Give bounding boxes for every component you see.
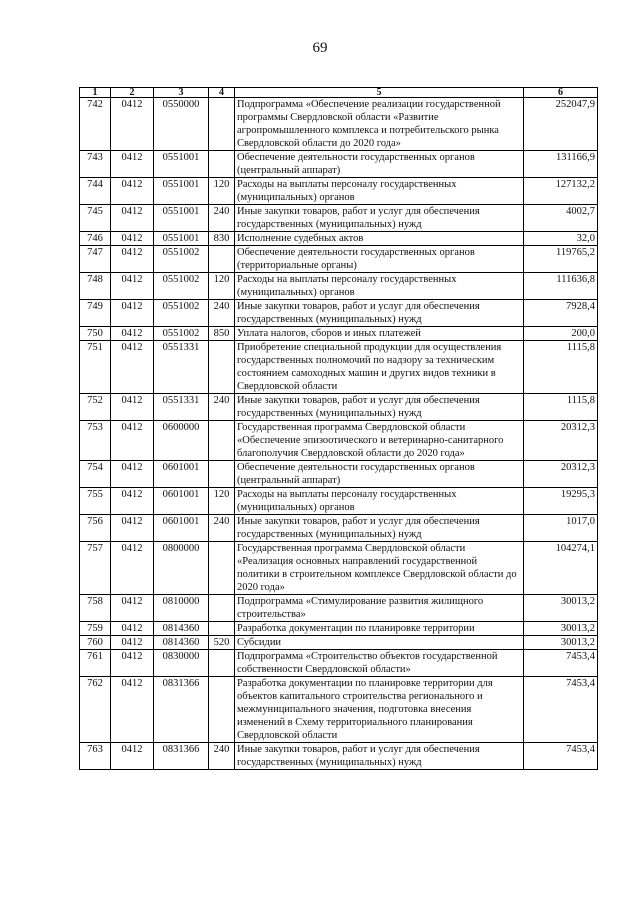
section-code: 0412 [111, 300, 154, 327]
target-code: 0551331 [154, 341, 209, 394]
section-code: 0412 [111, 394, 154, 421]
target-code: 0814360 [154, 622, 209, 636]
budget-table [79, 87, 598, 770]
item-name: Государственная программа Свердловской области «Реализация основных направлений государственной политики в строительном комплексе Свердловской области до 2020 года» [235, 542, 524, 595]
amount: 32,0 [524, 232, 598, 246]
section-code: 0412 [111, 743, 154, 770]
expense-type-code: 240 [209, 515, 235, 542]
amount: 20312,3 [524, 461, 598, 488]
table-row [80, 246, 598, 273]
table-header-row [80, 88, 598, 98]
amount: 19295,3 [524, 488, 598, 515]
section-code: 0412 [111, 677, 154, 743]
amount: 1115,8 [524, 394, 598, 421]
table-row [80, 341, 598, 394]
expense-type-code: 830 [209, 232, 235, 246]
header-cell: 4 [209, 88, 235, 98]
table-row [80, 327, 598, 341]
table-row [80, 421, 598, 461]
expense-type-code: 240 [209, 300, 235, 327]
section-code: 0412 [111, 650, 154, 677]
expense-type-code [209, 542, 235, 595]
target-code: 0831366 [154, 677, 209, 743]
amount: 119765,2 [524, 246, 598, 273]
target-code: 0551002 [154, 246, 209, 273]
target-code: 0551002 [154, 327, 209, 341]
amount: 131166,9 [524, 151, 598, 178]
table-row [80, 677, 598, 743]
table-row [80, 650, 598, 677]
expense-type-code: 240 [209, 743, 235, 770]
expense-type-code [209, 421, 235, 461]
table-row [80, 595, 598, 622]
target-code: 0551331 [154, 394, 209, 421]
section-code: 0412 [111, 421, 154, 461]
expense-type-code [209, 341, 235, 394]
target-code: 0551002 [154, 300, 209, 327]
table-row [80, 151, 598, 178]
table-row [80, 743, 598, 770]
row-number: 747 [80, 246, 111, 273]
header-cell: 5 [235, 88, 524, 98]
table-row [80, 622, 598, 636]
amount: 7453,4 [524, 650, 598, 677]
header-cell: 6 [524, 88, 598, 98]
target-code: 0551001 [154, 151, 209, 178]
item-name: Подпрограмма «Стимулирование развития жилищного строительства» [235, 595, 524, 622]
section-code: 0412 [111, 151, 154, 178]
row-number: 742 [80, 98, 111, 151]
row-number: 745 [80, 205, 111, 232]
item-name: Иные закупки товаров, работ и услуг для обеспечения государственных (муниципальных) нужд [235, 205, 524, 232]
item-name: Субсидии [235, 636, 524, 650]
table-row [80, 178, 598, 205]
item-name: Разработка документации по планировке территории для объектов капитального строительства регионального и межмуниципального значения, подготовка внесения изменений в Схему территориального планирования Свердловской области [235, 677, 524, 743]
item-name: Расходы на выплаты персоналу государственных (муниципальных) органов [235, 488, 524, 515]
table-row [80, 232, 598, 246]
row-number: 761 [80, 650, 111, 677]
target-code: 0551002 [154, 273, 209, 300]
expense-type-code [209, 677, 235, 743]
amount: 104274,1 [524, 542, 598, 595]
item-name: Государственная программа Свердловской области «Обеспечение эпизоотического и ветеринарно-санитарного благополучия Свердловской области до 2020 года» [235, 421, 524, 461]
target-code: 0601001 [154, 515, 209, 542]
item-name: Иные закупки товаров, работ и услуг для обеспечения государственных (муниципальных) нужд [235, 743, 524, 770]
item-name: Подпрограмма «Обеспечение реализации государственной программы Свердловской области «Развитие агропромышленного комплекса и потребительского рынка Свердловской области до 2020 года» [235, 98, 524, 151]
table-row [80, 488, 598, 515]
amount: 111636,8 [524, 273, 598, 300]
row-number: 748 [80, 273, 111, 300]
row-number: 749 [80, 300, 111, 327]
page-number: 69 [312, 40, 328, 56]
item-name: Обеспечение деятельности государственных органов (центральный аппарат) [235, 461, 524, 488]
row-number: 752 [80, 394, 111, 421]
item-name: Исполнение судебных актов [235, 232, 524, 246]
row-number: 763 [80, 743, 111, 770]
row-number: 750 [80, 327, 111, 341]
expense-type-code [209, 622, 235, 636]
expense-type-code: 240 [209, 205, 235, 232]
section-code: 0412 [111, 327, 154, 341]
item-name: Обеспечение деятельности государственных органов (центральный аппарат) [235, 151, 524, 178]
section-code: 0412 [111, 205, 154, 232]
target-code: 0551001 [154, 232, 209, 246]
section-code: 0412 [111, 488, 154, 515]
expense-type-code [209, 650, 235, 677]
expense-type-code [209, 246, 235, 273]
amount: 20312,3 [524, 421, 598, 461]
expense-type-code: 120 [209, 178, 235, 205]
item-name: Уплата налогов, сборов и иных платежей [235, 327, 524, 341]
section-code: 0412 [111, 515, 154, 542]
amount: 30013,2 [524, 595, 598, 622]
header-cell: 3 [154, 88, 209, 98]
row-number: 751 [80, 341, 111, 394]
row-number: 746 [80, 232, 111, 246]
table-row [80, 461, 598, 488]
header-cell: 2 [111, 88, 154, 98]
item-name: Иные закупки товаров, работ и услуг для обеспечения государственных (муниципальных) нужд [235, 515, 524, 542]
expense-type-code: 850 [209, 327, 235, 341]
expense-type-code: 520 [209, 636, 235, 650]
item-name: Приобретение специальной продукции для осуществления государственных полномочий по надзору за техническим состоянием самоходных машин и других видов техники в Свердловской области [235, 341, 524, 394]
amount: 200,0 [524, 327, 598, 341]
item-name: Обеспечение деятельности государственных органов (территориальные органы) [235, 246, 524, 273]
item-name: Расходы на выплаты персоналу государственных (муниципальных) органов [235, 178, 524, 205]
target-code: 0601001 [154, 461, 209, 488]
target-code: 0551001 [154, 205, 209, 232]
amount: 7453,4 [524, 743, 598, 770]
section-code: 0412 [111, 232, 154, 246]
table-row [80, 515, 598, 542]
expense-type-code: 120 [209, 488, 235, 515]
expense-type-code [209, 151, 235, 178]
section-code: 0412 [111, 542, 154, 595]
section-code: 0412 [111, 595, 154, 622]
row-number: 744 [80, 178, 111, 205]
target-code: 0814360 [154, 636, 209, 650]
target-code: 0831366 [154, 743, 209, 770]
amount: 252047,9 [524, 98, 598, 151]
item-name: Иные закупки товаров, работ и услуг для обеспечения государственных (муниципальных) нужд [235, 300, 524, 327]
row-number: 755 [80, 488, 111, 515]
expense-type-code [209, 461, 235, 488]
amount: 1115,8 [524, 341, 598, 394]
amount: 30013,2 [524, 636, 598, 650]
header-cell: 1 [80, 88, 111, 98]
row-number: 760 [80, 636, 111, 650]
row-number: 759 [80, 622, 111, 636]
item-name: Разработка документации по планировке территории [235, 622, 524, 636]
item-name: Иные закупки товаров, работ и услуг для обеспечения государственных (муниципальных) нужд [235, 394, 524, 421]
table-row [80, 205, 598, 232]
expense-type-code [209, 595, 235, 622]
amount: 7928,4 [524, 300, 598, 327]
target-code: 0551001 [154, 178, 209, 205]
row-number: 754 [80, 461, 111, 488]
target-code: 0550000 [154, 98, 209, 151]
target-code: 0800000 [154, 542, 209, 595]
target-code: 0601001 [154, 488, 209, 515]
row-number: 758 [80, 595, 111, 622]
table-row [80, 636, 598, 650]
table-row [80, 300, 598, 327]
item-name: Расходы на выплаты персоналу государственных (муниципальных) органов [235, 273, 524, 300]
expense-type-code [209, 98, 235, 151]
amount: 1017,0 [524, 515, 598, 542]
item-name: Подпрограмма «Строительство объектов государственной собственности Свердловской области» [235, 650, 524, 677]
row-number: 756 [80, 515, 111, 542]
amount: 4002,7 [524, 205, 598, 232]
target-code: 0810000 [154, 595, 209, 622]
row-number: 762 [80, 677, 111, 743]
row-number: 753 [80, 421, 111, 461]
row-number: 757 [80, 542, 111, 595]
section-code: 0412 [111, 98, 154, 151]
target-code: 0830000 [154, 650, 209, 677]
section-code: 0412 [111, 461, 154, 488]
expense-type-code: 240 [209, 394, 235, 421]
target-code: 0600000 [154, 421, 209, 461]
table-row [80, 542, 598, 595]
amount: 7453,4 [524, 677, 598, 743]
section-code: 0412 [111, 178, 154, 205]
expense-type-code: 120 [209, 273, 235, 300]
row-number: 743 [80, 151, 111, 178]
table-row [80, 273, 598, 300]
amount: 127132,2 [524, 178, 598, 205]
section-code: 0412 [111, 341, 154, 394]
section-code: 0412 [111, 636, 154, 650]
table-row [80, 98, 598, 151]
table-row [80, 394, 598, 421]
section-code: 0412 [111, 273, 154, 300]
section-code: 0412 [111, 246, 154, 273]
amount: 30013,2 [524, 622, 598, 636]
section-code: 0412 [111, 622, 154, 636]
